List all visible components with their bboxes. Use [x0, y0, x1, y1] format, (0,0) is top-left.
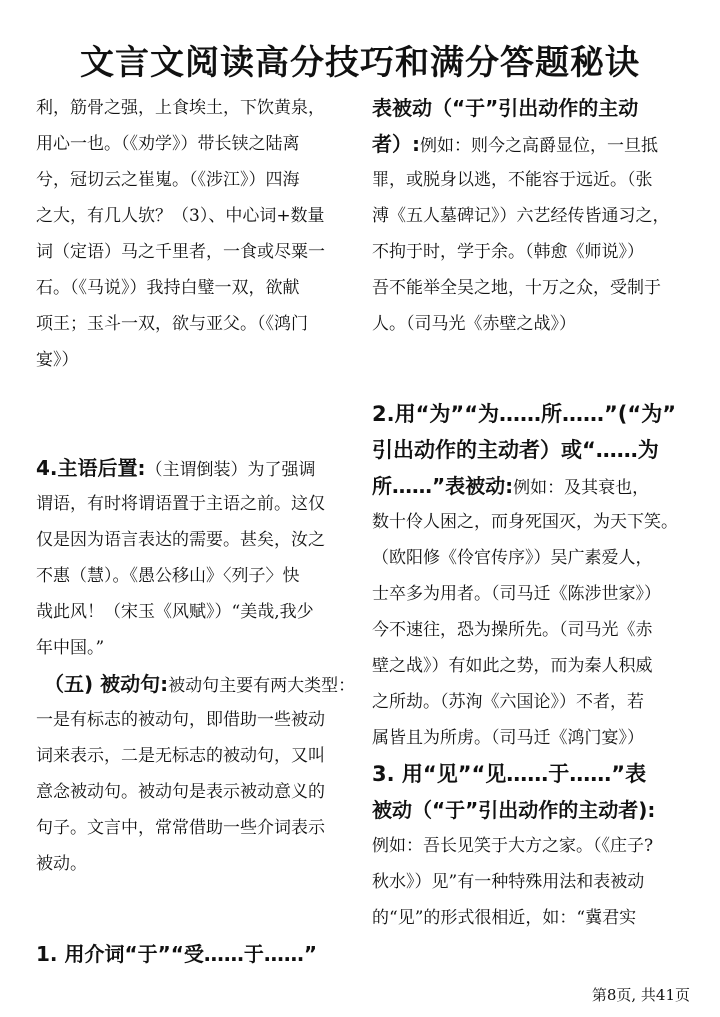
text-line: 今不速往，恐为操所先。（司马光《赤 [372, 620, 653, 640]
text-line: 一是有标志的被动句，即借助一些被动 [36, 710, 325, 730]
text-line: 用心一也。（《劝学》）带长铗之陆离 [36, 134, 300, 154]
text-line: 的“见”的形式很相近，如：“冀君实 [372, 908, 637, 928]
page-title: 文言文阅读高分技巧和满分答题秘诀 [80, 43, 640, 83]
left-column [36, 90, 356, 972]
section-4-title: 4.主语后置: [36, 456, 146, 480]
text-line: 仅是因为语言表达的需要。甚矣，汝之 [36, 530, 325, 550]
section-5-intro: 被动句主要有两大类型： [168, 676, 356, 696]
text-line: 秋水》）见”有一种特殊用法和表被动 [372, 872, 645, 892]
section-5-heading [36, 666, 356, 702]
subsection-2-heading-end: 所……”表被动: [372, 474, 514, 498]
text-line: 词来表示，二是无标志的被动句，又叫 [36, 746, 325, 766]
text-line: 之所劫。（苏洵《六国论》）不者，若 [372, 692, 644, 712]
text-line: 谓语，有时将谓语置于主语之前。这仅 [36, 494, 325, 514]
text-line: （欧阳修《伶官传序》）吴广素爱人， [372, 548, 653, 568]
subsection-2-example-start: 例如：及其衰也， [513, 478, 650, 498]
subsection-1-heading-end: 者）: [372, 132, 420, 156]
text-line: 不拘于时，学于余。（韩愈《师说》） [372, 242, 644, 262]
text-line: 吾不能举全吴之地，十万之众，受制于 [372, 278, 661, 298]
page-number: 第8页, 共41页 [591, 986, 690, 1004]
text-line: 数十伶人困之，而身死国灭，为天下笑。 [372, 512, 678, 532]
text-line: 被动。 [36, 854, 87, 874]
text-line: 词（定语）马之千里者，一食或尽粟一 [36, 242, 325, 262]
subsection-1-heading-cont: 表被动（“于”引出动作的主动 [372, 96, 639, 120]
subsection-1-heading: 1. 用介词“于”“受……于……” [36, 942, 318, 966]
text-line: 之大，有几人欤？（3）、中心词+数量 [36, 206, 325, 226]
section-4-heading [36, 450, 356, 486]
text-line: 例如：吾长见笑于大方之家。（《庄子? [372, 836, 654, 856]
text-line: 石。（《马说》）我持白璧一双，欲献 [36, 278, 300, 298]
text-line: 哉此风！（宋玉《风赋》）“美哉,我少 [36, 602, 314, 622]
subsection-1-example-line [372, 126, 692, 162]
text-line: 意念被动句。被动句是表示被动意义的 [36, 782, 325, 802]
text-line: 项王；玉斗一双，欲与亚父。（《鸿门 [36, 314, 308, 334]
section-5-title: （五) 被动句: [44, 672, 169, 696]
text-line: 宴》） [36, 350, 79, 370]
subsection-2-heading: 2.用“为”“为……所……”(“为” [372, 402, 676, 426]
subsection-1-example-start: 例如：则今之高爵显位，一旦抵 [420, 136, 658, 156]
section-4-intro: （主谓倒装）为了强调 [145, 460, 316, 480]
text-line: 年中国。” [36, 638, 105, 658]
text-line: 罪，或脱身以逃，不能容于远近。（张 [372, 170, 653, 190]
subsection-3-heading: 3. 用“见”“见……于……”表 [372, 762, 647, 786]
text-line: 句子。文言中，常常借助一些介词表示 [36, 818, 325, 838]
text-line: 利，筋骨之强，上食埃土，下饮黄泉， [36, 98, 325, 118]
text-line: 兮，冠切云之崔嵬。（《涉江》）四海 [36, 170, 300, 190]
subsection-2-example-line [372, 468, 692, 504]
text-line: 溥《五人墓碑记》）六艺经传皆通习之， [372, 206, 670, 226]
subsection-2-heading-cont: 引出动作的主动者）或“……为 [372, 438, 659, 462]
text-line: 不惠（慧）。《愚公移山》〈列子〉快 [36, 566, 300, 586]
text-line: 人。（司马光《赤壁之战》） [372, 314, 576, 334]
subsection-3-heading-cont: 被动（“于”引出动作的主动者): [372, 798, 656, 822]
text-line: 属皆且为所虏。（司马迁《鸿门宴》） [372, 728, 644, 748]
right-column [372, 90, 692, 936]
text-line: 壁之战》）有如此之势，而为秦人积威 [372, 656, 653, 676]
text-line: 士卒多为用者。（司马迁《陈涉世家》） [372, 584, 661, 604]
